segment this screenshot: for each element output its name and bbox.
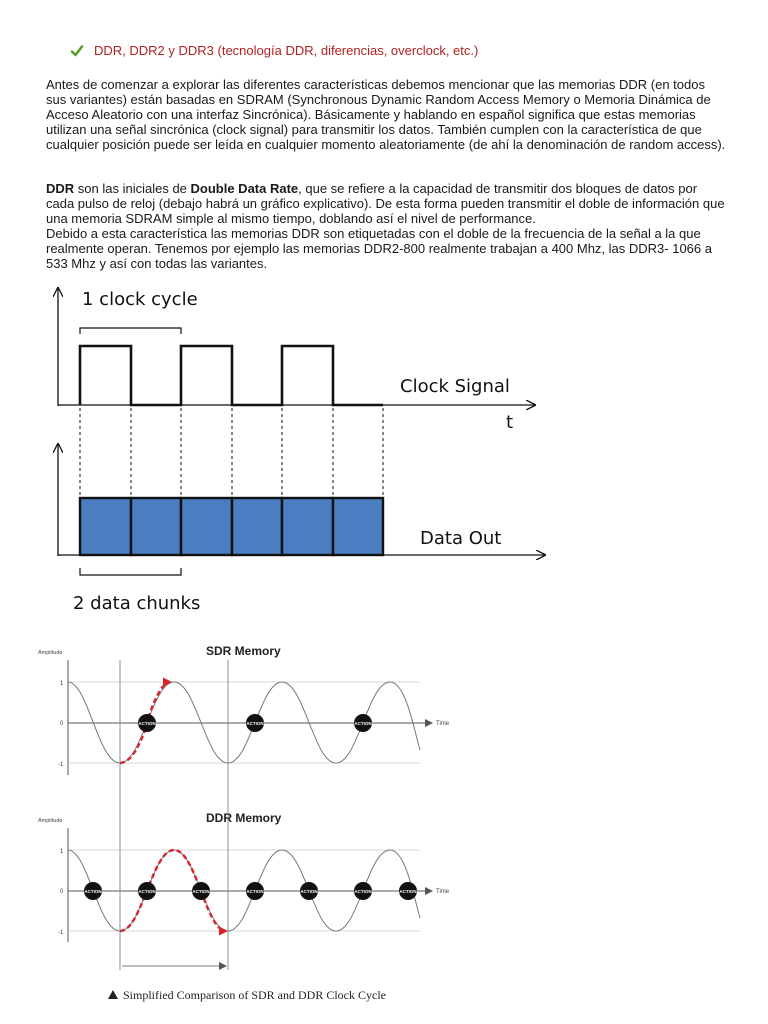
sdr-tick-1: 1 xyxy=(60,681,64,687)
data-block-5 xyxy=(282,498,333,555)
ddr-action-6 xyxy=(354,882,372,900)
svg-text:ACTION: ACTION xyxy=(246,889,264,894)
ddr-bold: DDR xyxy=(46,181,75,196)
figure-caption xyxy=(108,988,386,1003)
ddr-amplitude-label: Amplitude xyxy=(38,818,63,824)
svg-text:ACTION: ACTION xyxy=(192,889,210,894)
cycle-bracket xyxy=(80,328,181,334)
clock-waveform xyxy=(80,346,383,405)
intro-paragraph: Antes de comenzar a explorar las diferentes características debemos mencionar que las memorias DDR (en todos sus variantes) están basadas en SDRAM (Synchronous Dynamic Random Access Memory o Memoria Dinámica de Acceso Aleatorio con una interfaz Sincrónica). Básicamente y hablando en español significa que estas memorias utilizan una señal sincrónica (clock signal) para transmitir los datos. También cumplen con la característica de que cualquier posición puede ser leída en cualquier momento aleatoriamente (de ahí la denominación de random access). xyxy=(46,77,726,152)
ddr-tick-neg1: -1 xyxy=(58,930,64,936)
ddr-action-1 xyxy=(84,882,102,900)
data-block-2 xyxy=(131,498,181,555)
sdr-action-2 xyxy=(246,714,264,732)
double-data-rate-bold: Double Data Rate xyxy=(190,181,299,196)
svg-text:ACTION: ACTION xyxy=(138,721,156,726)
caption-text: Simplified Comparison of SDR and DDR Clock Cycle xyxy=(123,988,386,1002)
svg-text:ACTION: ACTION xyxy=(399,889,417,894)
data-block-4 xyxy=(232,498,282,555)
chunks-label: 2 data chunks xyxy=(73,593,201,614)
cycle-label: 1 clock cycle xyxy=(82,289,198,310)
section-heading xyxy=(70,43,478,58)
sdr-action-1 xyxy=(138,714,156,732)
svg-text:ACTION: ACTION xyxy=(300,889,318,894)
data-blocks xyxy=(80,498,383,555)
svg-text:ACTION: ACTION xyxy=(246,721,264,726)
data-out-label: Data Out xyxy=(420,528,502,549)
time-label: t xyxy=(506,412,514,433)
ddr-action-3 xyxy=(192,882,210,900)
data-block-1 xyxy=(80,498,131,555)
ddr-text-2: , que se refiere a la capacidad de transmitir dos bloques de datos por cada pulso de reloj (debajo habrá un gráfico explicativo). De esta forma pueden transmitir el doble de información que una memoria SDRAM simple al mismo tiempo, doblando así el nivel de performance. xyxy=(46,181,725,226)
green-check-icon xyxy=(70,44,84,58)
ddr-time-label: Time xyxy=(436,889,450,895)
sdr-action-3 xyxy=(354,714,372,732)
sdr-time-label: Time xyxy=(436,721,450,727)
sdr-amplitude-label: Amplitude xyxy=(38,650,63,656)
svg-text:ACTION: ACTION xyxy=(84,889,102,894)
sdr-tick-neg1: -1 xyxy=(58,762,64,768)
ddr-paragraph xyxy=(46,181,726,271)
triangle-up-icon xyxy=(108,990,118,999)
chunks-bracket xyxy=(80,568,181,575)
sdr-ddr-wave-diagram xyxy=(38,640,470,970)
clock-data-diagram xyxy=(40,278,560,623)
ddr-action-4 xyxy=(246,882,264,900)
svg-text:ACTION: ACTION xyxy=(354,889,372,894)
dashed-guides xyxy=(80,408,383,500)
ddr-tick-1: 1 xyxy=(60,849,64,855)
ddr-action-7 xyxy=(399,882,417,900)
ddr-text-3: Debido a esta característica las memorias DDR son etiquetadas con el doble de la frecuencia de la señal a la que realmente operan. Tenemos por ejemplo las memorias DDR2-800 realmente trabajan a 400 Mhz, las DDR3- 1066 a 533 Mhz y así con todas las variantes. xyxy=(46,226,712,271)
ddr-text-1: son las iniciales de xyxy=(74,181,191,196)
ddr-tick-0: 0 xyxy=(60,889,64,895)
data-block-3 xyxy=(181,498,232,555)
ddr-action-5 xyxy=(300,882,318,900)
heading-text: DDR, DDR2 y DDR3 (tecnología DDR, diferencias, overclock, etc.) xyxy=(94,43,479,58)
sdr-tick-0: 0 xyxy=(60,721,64,727)
ddr-action-2 xyxy=(138,882,156,900)
clock-signal-label: Clock Signal xyxy=(400,376,510,397)
ddr-title: DDR Memory xyxy=(206,811,282,825)
svg-text:ACTION: ACTION xyxy=(354,721,372,726)
sdr-title: SDR Memory xyxy=(206,644,281,658)
svg-text:ACTION: ACTION xyxy=(138,889,156,894)
data-block-6 xyxy=(333,498,383,555)
